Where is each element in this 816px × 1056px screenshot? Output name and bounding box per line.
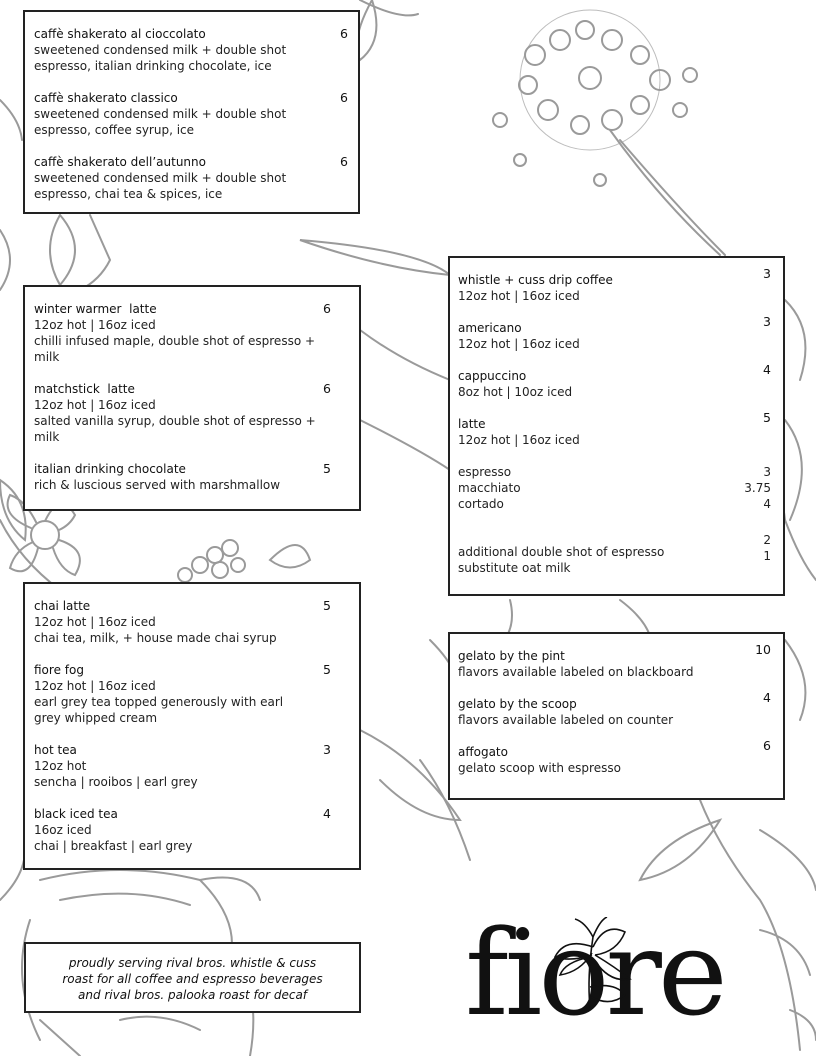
menu-item-price: 6 <box>340 90 348 105</box>
extra-option-name: substitute oat milk <box>458 561 571 575</box>
menu-item-name: gelato by the scoop <box>458 697 577 711</box>
menu-item-description: milk <box>34 350 60 364</box>
menu-item <box>34 301 331 365</box>
menu-item-price: 3 <box>763 314 771 329</box>
menu-item-name: black iced tea <box>34 807 118 821</box>
menu-item-description: sweetened condensed milk + double shot <box>34 107 287 121</box>
espresso-drink-price: 4 <box>763 497 771 511</box>
menu-item-price: 6 <box>340 154 348 169</box>
menu-item-description: chai | breakfast | earl grey <box>34 839 193 853</box>
menu-item <box>34 598 331 646</box>
menu-item-price: 5 <box>323 461 331 476</box>
menu-item-description: 16oz iced <box>34 823 92 837</box>
menu-item-name: caffè shakerato dell’autunno <box>34 155 206 169</box>
menu-item <box>34 381 331 445</box>
allium-flower-illustration <box>493 10 725 255</box>
menu-item-name: chai latte <box>34 599 91 613</box>
menu-item <box>458 362 771 400</box>
menu-item-description: chai tea, milk, + house made chai syrup <box>34 631 277 645</box>
menu-item-description: flavors available labeled on counter <box>458 713 674 727</box>
menu-item <box>458 266 771 304</box>
menu-item-description: milk <box>34 430 60 444</box>
menu-item <box>34 461 331 493</box>
menu-item <box>34 806 331 854</box>
note-line: and rival bros. palooka roast for decaf <box>77 988 308 1002</box>
espresso-group <box>458 464 771 512</box>
menu-item-description: salted vanilla syrup, double shot of espresso + <box>34 414 316 428</box>
menu-item-price: 5 <box>323 598 331 613</box>
menu-item-price: 4 <box>323 806 331 821</box>
espresso-group-names <box>458 464 771 512</box>
menu-item-description: 12oz hot | 16oz iced <box>458 337 580 351</box>
menu-item-price: 5 <box>323 662 331 677</box>
espresso-drink-price: 3.75 <box>744 481 771 495</box>
menu-item-name: cappuccino <box>458 369 527 383</box>
menu-item-price: 3 <box>763 266 771 281</box>
gelato-items-list <box>458 642 771 776</box>
menu-item-name: americano <box>458 321 522 335</box>
extra-option-price: 1 <box>763 549 771 563</box>
note-line: proudly serving rival bros. whistle & cuss <box>68 956 317 970</box>
menu-item-description: 12oz hot | 16oz iced <box>458 433 580 447</box>
extras-group-prices <box>763 532 771 564</box>
espresso-drink-name: cortado <box>458 497 504 511</box>
menu-item-price: 6 <box>323 301 331 316</box>
menu-item-name: caffè shakerato al cioccolato <box>34 27 206 41</box>
menu-item <box>458 410 771 448</box>
logo-wordmark: fiore <box>465 904 724 1042</box>
menu-item <box>34 154 348 202</box>
menu-item-description: espresso, chai tea & spices, ice <box>34 187 223 201</box>
menu-item-description: 12oz hot | 16oz iced <box>34 398 156 412</box>
shakerato-items-list <box>34 26 348 202</box>
note-line: roast for all coffee and espresso beverages <box>62 972 323 986</box>
menu-item-price: 6 <box>763 738 771 753</box>
lily-flower-icon <box>545 917 635 1012</box>
menu-item-description: espresso, coffee syrup, ice <box>34 123 195 137</box>
menu-item-description: sweetened condensed milk + double shot <box>34 43 287 57</box>
espresso-group-prices <box>744 464 771 512</box>
extras-group-names <box>458 544 771 576</box>
latte-items-list <box>34 301 331 493</box>
menu-item-price: 4 <box>763 690 771 705</box>
menu-item-price: 10 <box>755 642 771 657</box>
menu-item-description: espresso, italian drinking chocolate, ice <box>34 59 272 73</box>
menu-item-description: sweetened condensed milk + double shot <box>34 171 287 185</box>
espresso-drink-price: 3 <box>763 465 771 479</box>
menu-item <box>458 690 771 728</box>
menu-item <box>34 662 331 726</box>
menu-item-name: hot tea <box>34 743 77 757</box>
menu-item-name: latte <box>458 417 486 431</box>
espresso-drink-name: espresso <box>458 465 512 479</box>
menu-item-description: chilli infused maple, double shot of espresso + <box>34 334 316 348</box>
shakerato-menu-panel <box>23 10 360 214</box>
menu-item-description: rich & luscious served with marshmallow <box>34 478 281 492</box>
menu-item <box>34 90 348 138</box>
menu-item-description: 8oz hot | 10oz iced <box>458 385 573 399</box>
menu-item-name: fiore fog <box>34 663 84 677</box>
menu-item-description: earl grey tea topped generously with earl <box>34 695 284 709</box>
fiore-logo <box>465 905 775 1045</box>
menu-item-name: gelato by the pint <box>458 649 565 663</box>
menu-item-description: flavors available labeled on blackboard <box>458 665 694 679</box>
menu-item-price: 5 <box>763 410 771 425</box>
extra-option-price: 2 <box>763 533 771 547</box>
extra-option-name: additional double shot of espresso <box>458 545 665 559</box>
menu-item-name: affogato <box>458 745 508 759</box>
menu-item <box>34 26 348 74</box>
roaster-note-box <box>24 942 361 1013</box>
menu-item-description: 12oz hot | 16oz iced <box>34 679 156 693</box>
menu-item-name: whistle + cuss drip coffee <box>458 273 613 287</box>
menu-item <box>458 738 771 776</box>
espresso-drink-name: macchiato <box>458 481 521 495</box>
menu-item <box>458 642 771 680</box>
menu-item-description: sencha | rooibos | earl grey <box>34 775 198 789</box>
menu-item-description: gelato scoop with espresso <box>458 761 621 775</box>
menu-item-price: 6 <box>340 26 348 41</box>
menu-item-description: 12oz hot | 16oz iced <box>34 318 156 332</box>
menu-item-description: 12oz hot <box>34 759 87 773</box>
menu-item-description: 12oz hot | 16oz iced <box>458 289 580 303</box>
menu-item-name: caffè shakerato classico <box>34 91 178 105</box>
extras-group <box>458 533 771 576</box>
gelato-menu-panel <box>448 632 785 800</box>
menu-item-name: matchstick latte <box>34 382 135 396</box>
tea-menu-panel <box>23 582 361 870</box>
menu-item <box>458 314 771 352</box>
menu-item <box>34 742 331 790</box>
menu-item-name: italian drinking chocolate <box>34 462 186 476</box>
coffee-items-list <box>458 266 771 448</box>
latte-menu-panel <box>23 285 361 511</box>
menu-item-price: 6 <box>323 381 331 396</box>
menu-item-description: 12oz hot | 16oz iced <box>34 615 156 629</box>
menu-item-name: winter warmer latte <box>34 302 157 316</box>
coffee-menu-panel <box>448 256 785 596</box>
tea-items-list <box>34 598 331 854</box>
menu-item-description: grey whipped cream <box>34 711 158 725</box>
menu-item-price: 4 <box>763 362 771 377</box>
menu-item-price: 3 <box>323 742 331 757</box>
